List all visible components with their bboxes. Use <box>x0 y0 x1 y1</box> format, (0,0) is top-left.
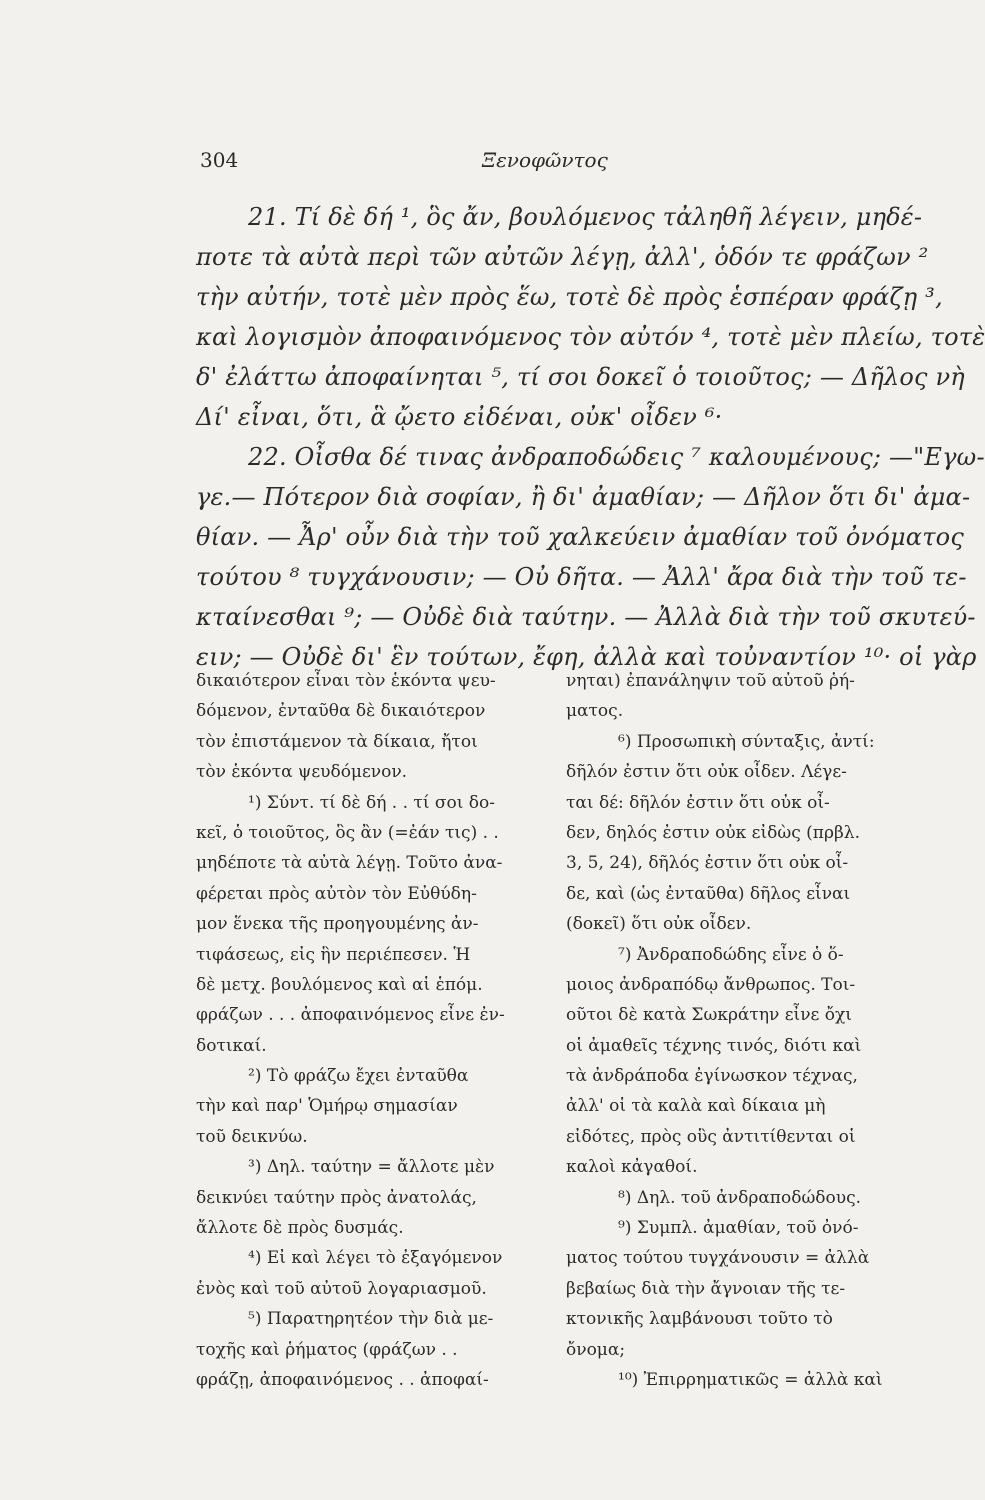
footnote-line: ⁹) Συμπλ. ἀμαθίαν, τοῦ ὀνό- <box>618 1218 859 1239</box>
footnote-line: δε, καὶ (ὡς ἐνταῦθα) δῆλος εἶναι <box>566 883 851 904</box>
footnote-line: βεβαίως διὰ τὴν ἄγνοιαν τῆς τε- <box>566 1278 846 1299</box>
footnote-line: τὸν ἐπιστάμενον τὰ δίκαια, ἤτοι <box>196 731 478 752</box>
main-text-line: θίαν. — Ἆρ' οὖν διὰ τὴν τοῦ χαλκεύειν ἀμαθίαν τοῦ ὀνόματος <box>196 523 964 551</box>
footnote-line: ⁷) Ἀνδραποδώδης εἶνε ὁ ὅ- <box>618 944 844 965</box>
footnote-line: τιφάσεως, εἰς ἣν περιέπεσεν. Ἡ <box>196 944 471 965</box>
footnote-line: τὴν καὶ παρ' Ὁμήρῳ σημασίαν <box>196 1096 458 1117</box>
footnote-line: μοιος ἀνδραπόδῳ ἄνθρωπος. Τοι- <box>566 974 856 995</box>
footnote-line: οἱ ἀμαθεῖς τέχνης τινός, διότι καὶ <box>566 1035 862 1056</box>
page-header <box>200 148 700 178</box>
main-text-line: 21. Τί δὲ δή ¹, ὃς ἄν, βουλόμενος τἀληθῆ λέγειν, μηδέ- <box>248 203 923 231</box>
footnote-line: ⁶) Προσωπικὴ σύνταξις, ἀντί: <box>618 731 875 752</box>
footnote-line: ²) Τὸ φράζω ἔχει ἐνταῦθα <box>248 1066 469 1087</box>
footnote-line: οῦτοι δὲ κατὰ Σωκράτην εἶνε ὄχι <box>566 1005 852 1026</box>
footnote-line: 3, 5, 24), δῆλός ἐστιν ὅτι οὐκ οἶ- <box>566 853 849 874</box>
footnote-line: δῆλόν ἐστιν ὅτι οὐκ οἶδεν. Λέγε- <box>566 762 847 783</box>
footnote-line: δικαιότερον εἶναι τὸν ἑκόντα ψευ- <box>196 671 496 691</box>
footnotes-right-column <box>566 666 906 1395</box>
footnote-line: τὸν ἑκόντα ψευδόμενον. <box>196 762 408 783</box>
footnote-line: κτονικῆς λαμβάνουσι τοῦτο τὸ <box>566 1309 833 1330</box>
footnote-line: ται δέ: δῆλόν ἐστιν ὅτι οὐκ οἶ- <box>566 792 830 813</box>
footnote-line: τοχῆς καὶ ῥήματος (φράζων . . <box>196 1339 458 1360</box>
footnote-line: εἰδότες, πρὸς οὓς ἀντιτίθενται οἱ <box>566 1126 856 1147</box>
footnote-line: δοτικαί. <box>196 1035 267 1056</box>
footnote-line: τὰ ἀνδράποδα ἐγίνωσκον τέχνας, <box>566 1066 858 1087</box>
footnote-line: ⁴) Εἰ καὶ λέγει τὸ ἐξαγόμενον <box>248 1248 503 1269</box>
main-text-line: γε.— Πότερον διὰ σοφίαν, ἢ δι' ἀμαθίαν; — Δῆλον ὅτι δι' ἀμα- <box>196 483 971 511</box>
main-text-line: ποτε τὰ αὐτὰ περὶ τῶν αὐτῶν λέγῃ, ἀλλ', ὁδόν τε φράζων ² <box>196 243 929 271</box>
main-text-line: Δί' εἶναι, ὅτι, ἃ ᾤετο εἰδέναι, οὐκ' οἶδεν ⁶· <box>196 403 723 431</box>
footnote-line: ¹⁰) Ἐπιρρηματικῶς = ἀλλὰ καὶ <box>618 1369 883 1390</box>
footnote-line: ⁵) Παρατηρητέον τὴν διὰ με- <box>248 1309 494 1330</box>
footnote-line: μηδέποτε τὰ αὐτὰ λέγῃ. Τοῦτο ἀνα- <box>196 853 503 874</box>
footnote-line: δεικνύει ταύτην πρὸς ἀνατολάς, <box>196 1187 477 1208</box>
footnote-line: νηται) ἐπανάληψιν τοῦ αὐτοῦ ῥή- <box>566 671 855 691</box>
running-title: Ξενοφῶντος <box>482 148 608 172</box>
footnote-line: ³) Δηλ. ταύτην = ἄλλοτε μὲν <box>248 1157 495 1178</box>
footnote-line: τοῦ δεικνύω. <box>196 1126 308 1147</box>
main-text-line: τὴν αὐτήν, τοτὲ μὲν πρὸς ἕω, τοτὲ δὲ πρὸς ἑσπέραν φράζῃ ³, <box>196 283 943 311</box>
footnote-line: ἀλλ' οἱ τὰ καλὰ καὶ δίκαια μὴ <box>566 1096 826 1117</box>
main-text-line: δ' ἐλάττω ἀποφαίνηται ⁵, τί σοι δοκεῖ ὁ τοιοῦτος; — Δῆλος νὴ <box>196 363 965 391</box>
main-text <box>196 197 985 677</box>
footnote-line: φράζων . . . ἀποφαινόμενος εἶνε ἐν- <box>196 1005 505 1026</box>
footnote-line: δόμενον, ἐνταῦθα δὲ δικαιότερον <box>196 701 486 722</box>
footnote-line: (δοκεῖ) ὅτι οὐκ οἶδεν. <box>566 914 752 935</box>
footnote-line: ὄνομα; <box>566 1339 626 1360</box>
main-text-line: 22. Οἶσθα δέ τινας ἀνδραποδώδεις ⁷ καλουμένους; —"Εγω- <box>248 443 985 471</box>
main-text-line: καὶ λογισμὸν ἀποφαινόμενος τὸν αὐτόν ⁴, τοτὲ μὲν πλείω, τοτὲ <box>196 323 985 351</box>
page-number: 304 <box>200 148 239 172</box>
footnote-line: φέρεται πρὸς αὐτὸν τὸν Εὐθύδη- <box>196 883 477 904</box>
footnote-line: ἑνὸς καὶ τοῦ αὐτοῦ λογαριασμοῦ. <box>196 1278 487 1299</box>
main-text-line: κταίνεσθαι ⁹; — Οὐδὲ διὰ ταύτην. — Ἀλλὰ διὰ τὴν τοῦ σκυτεύ- <box>196 603 976 631</box>
footnote-line: καλοὶ κἀγαθοί. <box>566 1157 698 1178</box>
footnote-line: ¹) Σύντ. τί δὲ δή . . τί σοι δο- <box>248 792 496 813</box>
footnote-line: ματος τούτου τυγχάνουσιν = ἀλλὰ <box>566 1248 870 1269</box>
main-text-line: ειν; — Οὐδὲ δι' ἓν τούτων, ἔφη, ἀλλὰ καὶ τοὐναντίον ¹⁰· οἱ γὰρ <box>196 643 977 671</box>
footnote-line: ματος. <box>566 701 624 722</box>
footnote-line: δὲ μετχ. βουλόμενος καὶ αἱ ἑπόμ. <box>196 974 483 995</box>
footnote-line: δεν, δηλός ἐστιν οὐκ εἰδὼς (πρβλ. <box>566 822 860 843</box>
footnote-line: ἄλλοτε δὲ πρὸς δυσμάς. <box>196 1218 404 1239</box>
footnotes-left-column <box>196 666 546 1395</box>
main-text-line: τούτου ⁸ τυγχάνουσιν; — Οὐ δῆτα. — Ἀλλ' ἄρα διὰ τὴν τοῦ τε- <box>196 563 967 591</box>
footnote-line: φράζῃ, ἀποφαινόμενος . . ἀποφαί- <box>196 1369 489 1390</box>
footnote-line: ⁸) Δηλ. τοῦ ἀνδραποδώδους. <box>618 1187 862 1208</box>
footnote-line: μον ἕνεκα τῆς προηγουμένης ἀν- <box>196 914 479 935</box>
footnote-line: κεῖ, ὁ τοιοῦτος, ὃς ἂν (=ἐάν τις) . . <box>196 822 499 843</box>
